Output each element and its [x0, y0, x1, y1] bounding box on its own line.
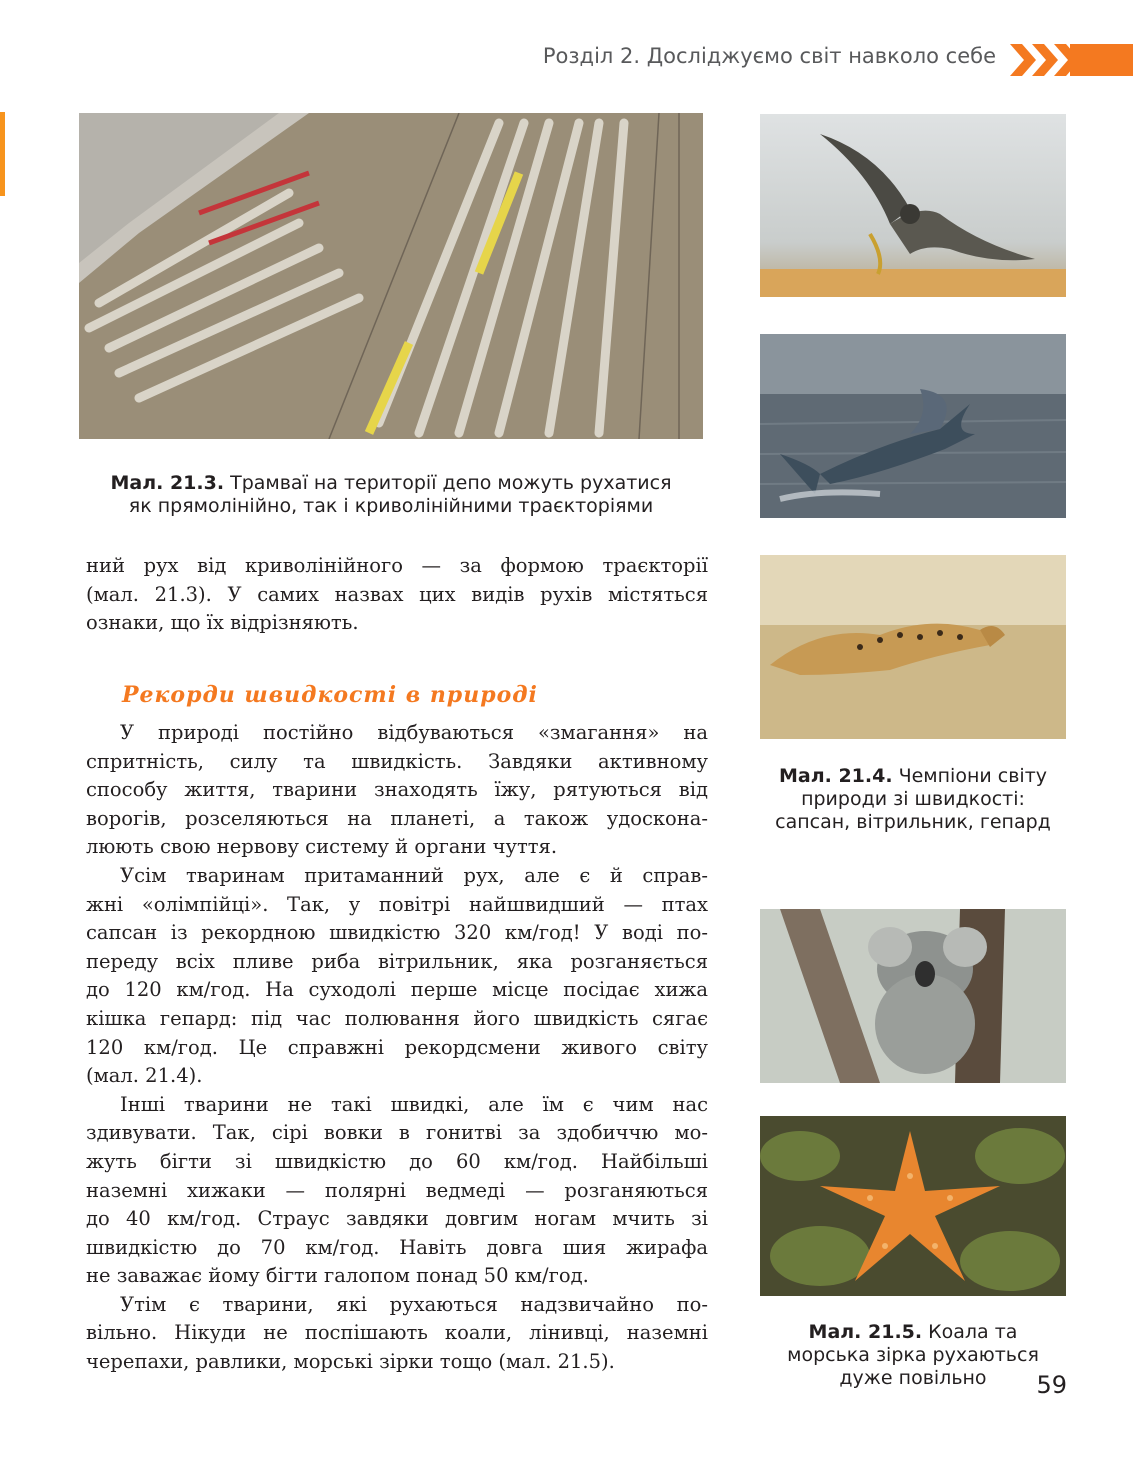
text-line: спритність, силу та швидкість. Завдяки активному: [86, 749, 708, 773]
caption-text: дуже повільно: [839, 1367, 987, 1389]
caption-text: Коала та: [922, 1321, 1018, 1343]
text-line: жні «олімпійці». Так, у повітрі найшвидший — птах: [86, 892, 708, 916]
caption-text: сапсан, вітрильник, гепард: [775, 811, 1051, 833]
figure-label: Мал. 21.4.: [778, 765, 893, 787]
text-line: вільно. Нікуди не поспішають коали, лінивці, наземні: [86, 1321, 708, 1345]
text-line: черепахи, равлики, морські зірки тощо (мал. 21.5).: [86, 1350, 615, 1374]
figure-21-3-caption: [79, 472, 703, 518]
text-line: ворогів, розселяються на планеті, а також удоскона-: [86, 806, 708, 830]
text-line: У природі постійно відбуваються «змагання» на: [120, 721, 708, 744]
sailfish-photo: [760, 334, 1066, 518]
cheetah-photo: [760, 555, 1066, 739]
text-line: сапсан із рекордною швидкістю 320 км/год! У воді по-: [86, 921, 708, 945]
text-line: переду всіх пливе риба вітрильник, яка розганяється: [86, 949, 708, 973]
text-line: Інші тварини не такі швидкі, але їм є чим нас: [120, 1092, 708, 1116]
text-line: ознаки, що їх відрізняють.: [86, 611, 359, 635]
paragraph: [86, 719, 708, 862]
caption-text: Трамваї на території депо можуть рухатися: [224, 472, 672, 494]
figure-21-4-caption: [760, 765, 1066, 834]
text-line: 120 км/год. Це справжні рекордсмени живого світу: [86, 1035, 708, 1059]
text-line: (мал. 21.4).: [86, 1064, 203, 1088]
text-line: люють свою нервову систему й органи чуття.: [86, 835, 558, 859]
text-line: Усім тваринам притаманний рух, але є й справ-: [120, 863, 708, 887]
caption-text: природи зі швидкості:: [801, 788, 1025, 810]
caption-text: як прямолінійно, так і криволінійними траєкторіями: [128, 495, 654, 517]
intro-paragraph: [86, 552, 708, 638]
page-number: 59: [1036, 1371, 1067, 1399]
text-line: швидкістю до 70 км/год. Навіть довга шия жирафа: [86, 1235, 708, 1259]
text-line: кішка гепард: під час полювання його швидкість сягає: [86, 1006, 708, 1030]
left-margin-accent-bar: [0, 112, 5, 196]
text-line: жуть бігти зі швидкістю до 60 км/год. Найбільші: [86, 1149, 708, 1173]
peregrine-falcon-photo: [760, 114, 1066, 297]
paragraph: [86, 1291, 708, 1377]
paragraph: [86, 1091, 708, 1291]
text-line: до 40 км/год. Страус завдяки довгим ногам мчить зі: [86, 1207, 708, 1231]
text-line: (мал. 21.3). У самих назвах цих видів рухів містяться: [86, 582, 708, 606]
figure-21-5-caption: [760, 1321, 1066, 1390]
text-line: Утім є тварини, які рухаються надзвичайно по-: [120, 1292, 708, 1316]
paragraph: [86, 862, 708, 1091]
section-body: [86, 719, 708, 1377]
caption-text: морська зірка рухаються: [787, 1344, 1039, 1366]
text-line: здивувати. Так, сірі вовки в гонитві за здобиччю мо-: [86, 1121, 708, 1145]
text-line: не заважає йому бігти галопом понад 50 км/год.: [86, 1264, 589, 1288]
section-heading: Рекорди швидкості в природі: [122, 682, 538, 708]
text-line: ний рух від криволінійного — за формою траєкторії: [86, 554, 708, 577]
text-line: до 120 км/год. На суходолі перше місце посідає хижа: [86, 978, 708, 1002]
starfish-photo: [760, 1116, 1066, 1296]
figure-label: Мал. 21.5.: [808, 1321, 923, 1343]
caption-text: Чемпіони світу: [892, 765, 1048, 787]
tram-depot-photo: [79, 113, 703, 439]
figure-label: Мал. 21.3.: [110, 472, 225, 494]
chapter-title: Розділ 2. Досліджуємо світ навколо себе: [542, 44, 996, 68]
text-line: способу життя, тварини знаходять їжу, рятуються від: [86, 778, 708, 802]
koala-photo: [760, 909, 1066, 1083]
chevron-arrows-icon: [1010, 44, 1133, 76]
text-line: наземні хижаки — полярні ведмеді — розганяються: [86, 1178, 708, 1202]
